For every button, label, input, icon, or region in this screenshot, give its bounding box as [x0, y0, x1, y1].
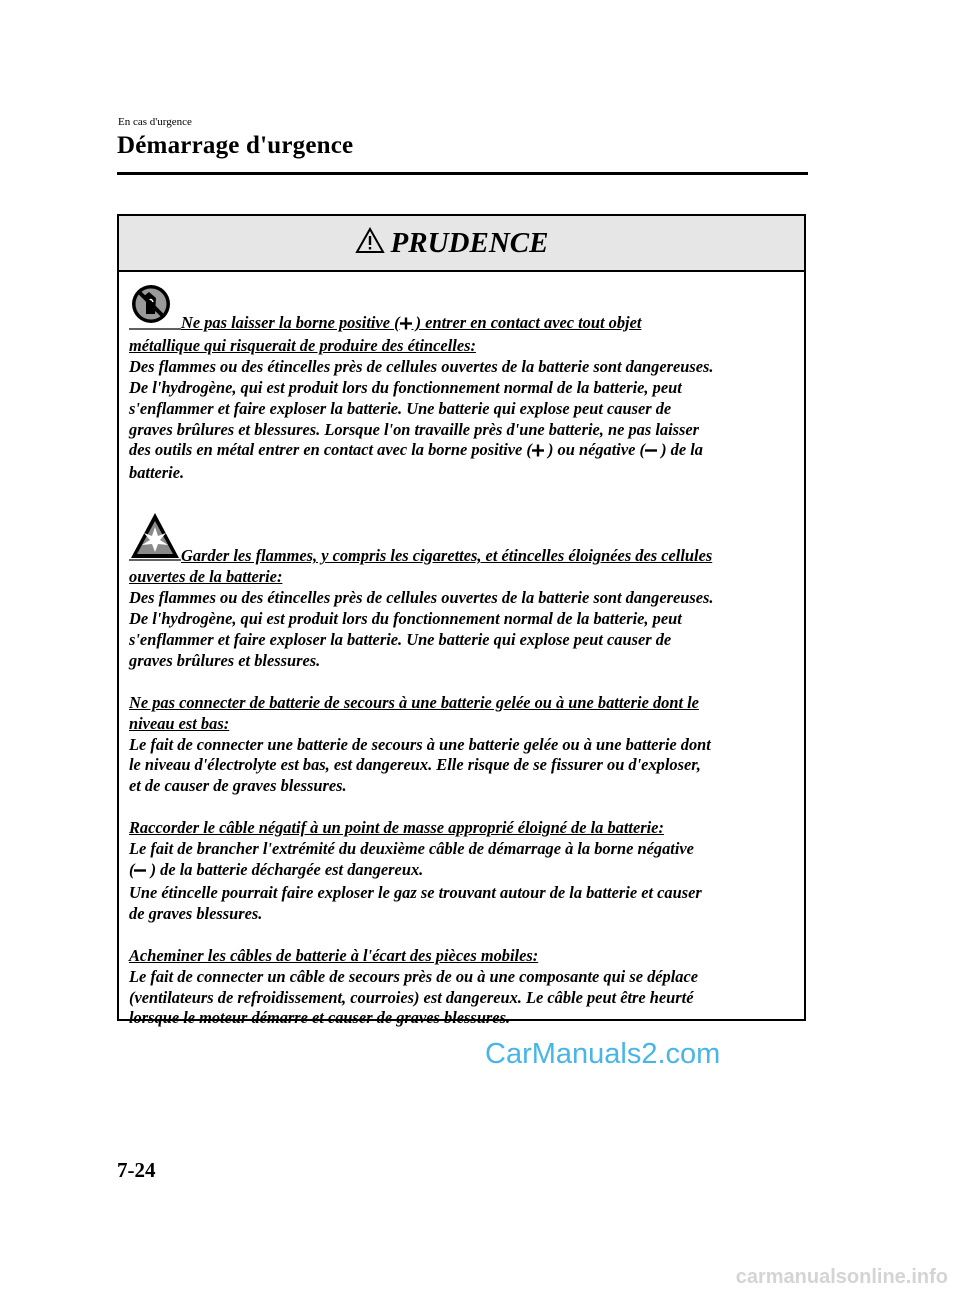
block3-body-line1: Le fait de connecter une batterie de secours à une batterie gelée ou à une batterie dont: [129, 734, 711, 754]
caution-title: PRUDENCE: [390, 226, 549, 259]
block5-body-line1: Le fait de connecter un câble de secours près de ou à une composante qui se déplace: [129, 966, 699, 986]
block2-body-line2: De l'hydrogène, qui est produit lors du fonctionnement normal de la batterie, peut: [129, 608, 682, 628]
caution-box: [117, 214, 806, 1028]
block4-heading-line1: Raccorder le câble négatif à un point de masse approprié éloigné de la batterie:: [129, 818, 664, 838]
caution-block-negative-cable: Raccorder le câble négatif à un point de masse approprié éloigné de la batterie: Le fait de brancher l'extrémité du deuxième câble de démarrage à la borne négative ( ) de la batterie déchargée est dangereux. Une étincelle pourrait faire exploser le gaz se trouvant autour de la batterie et causer de graves blessures.: [129, 818, 794, 925]
caution-block-flames: [129, 511, 794, 671]
watermark-carmanuals2: CarManuals2.com: [485, 1038, 721, 1070]
block4-body-line4: de graves blessures.: [129, 903, 263, 923]
minus-icon: [645, 442, 657, 463]
block1-heading-line1: Ne pas laisser la borne positive (: [181, 313, 400, 332]
block3-heading-line1: Ne pas connecter de batterie de secours à une batterie gelée ou à une batterie dont le: [129, 692, 699, 712]
block1-body-line1: Des flammes ou des étincelles près de cellules ouvertes de la batterie sont dangereuses.: [129, 356, 714, 376]
caution-body: [119, 272, 804, 1029]
block3-heading-line2: niveau est bas:: [129, 713, 230, 733]
block5-body-line2: (ventilateurs de refroidissement, courroies) est dangereux. Le câble peut être heurté: [129, 987, 694, 1007]
block4-body-line1: Le fait de brancher l'extrémité du deuxième câble de démarrage à la borne négative: [129, 839, 694, 859]
block3-body-line3: et de causer de graves blessures.: [129, 776, 347, 796]
block1-body-line5b: ) ou négative (: [543, 440, 645, 460]
plus-icon: [400, 315, 412, 336]
block1-body-line5c: ) de la: [656, 440, 703, 460]
warning-triangle-icon: [355, 227, 385, 259]
block1-heading-line2: métallique qui risquerait de produire des étincelles:: [129, 335, 476, 355]
page-title: Démarrage d'urgence: [117, 132, 354, 159]
page-number: 7-24: [117, 1158, 156, 1182]
section-label: En cas d'urgence: [118, 116, 192, 128]
plus-icon: [532, 442, 544, 463]
block1-heading-line1-end: ) entrer en contact avec tout objet: [411, 313, 642, 332]
footer-site-mark: carmanualsonline.info: [735, 1266, 948, 1288]
block5-body-line3: lorsque le moteur démarre et causer de graves blessures.: [129, 1008, 511, 1028]
block4-body-line2: ) de la batterie déchargée est dangereux.: [146, 860, 424, 880]
caution-block-metal-contact: [129, 280, 794, 484]
no-flame-prohibition-icon: [129, 280, 181, 336]
caution-header: [119, 216, 804, 272]
block2-body-line1: Des flammes ou des étincelles près de cellules ouvertes de la batterie sont dangereuses.: [129, 588, 714, 608]
caution-block-moving-parts: [129, 946, 794, 1030]
block1-body-line3: s'enflammer et faire exploser la batterie. Une batterie qui explose peut causer de: [129, 398, 672, 418]
block2-body-line3: s'enflammer et faire exploser la batterie. Une batterie qui explose peut causer de: [129, 629, 672, 649]
block2-heading-line2: ouvertes de la batterie:: [129, 567, 283, 587]
block5-heading-line1: Acheminer les câbles de batterie à l'écart des pièces mobiles:: [129, 945, 539, 965]
block1-body-line4: graves brûlures et blessures. Lorsque l'on travaille près d'une batterie, ne pas laisser: [129, 419, 700, 439]
explosion-warning-icon: [129, 511, 181, 567]
block1-body-line2: De l'hydrogène, qui est produit lors du fonctionnement normal de la batterie, peut: [129, 377, 682, 397]
title-divider: [117, 172, 808, 175]
block4-body-line3: Une étincelle pourrait faire exploser le gaz se trouvant autour de la batterie et causer: [129, 882, 702, 902]
block2-heading-line1: Garder les flammes, y compris les cigarettes, et étincelles éloignées des cellules: [181, 546, 713, 566]
block3-body-line2: le niveau d'électrolyte est bas, est dangereux. Elle risque de se fissurer ou d'exploser,: [129, 755, 701, 775]
caution-block-frozen-battery: [129, 693, 794, 798]
block2-body-line4: graves brûlures et blessures.: [129, 650, 321, 670]
minus-icon: [134, 862, 146, 883]
block1-body-line5a: des outils en métal entrer en contact avec la borne positive (: [129, 440, 532, 460]
block1-body-line6: batterie.: [129, 463, 185, 483]
